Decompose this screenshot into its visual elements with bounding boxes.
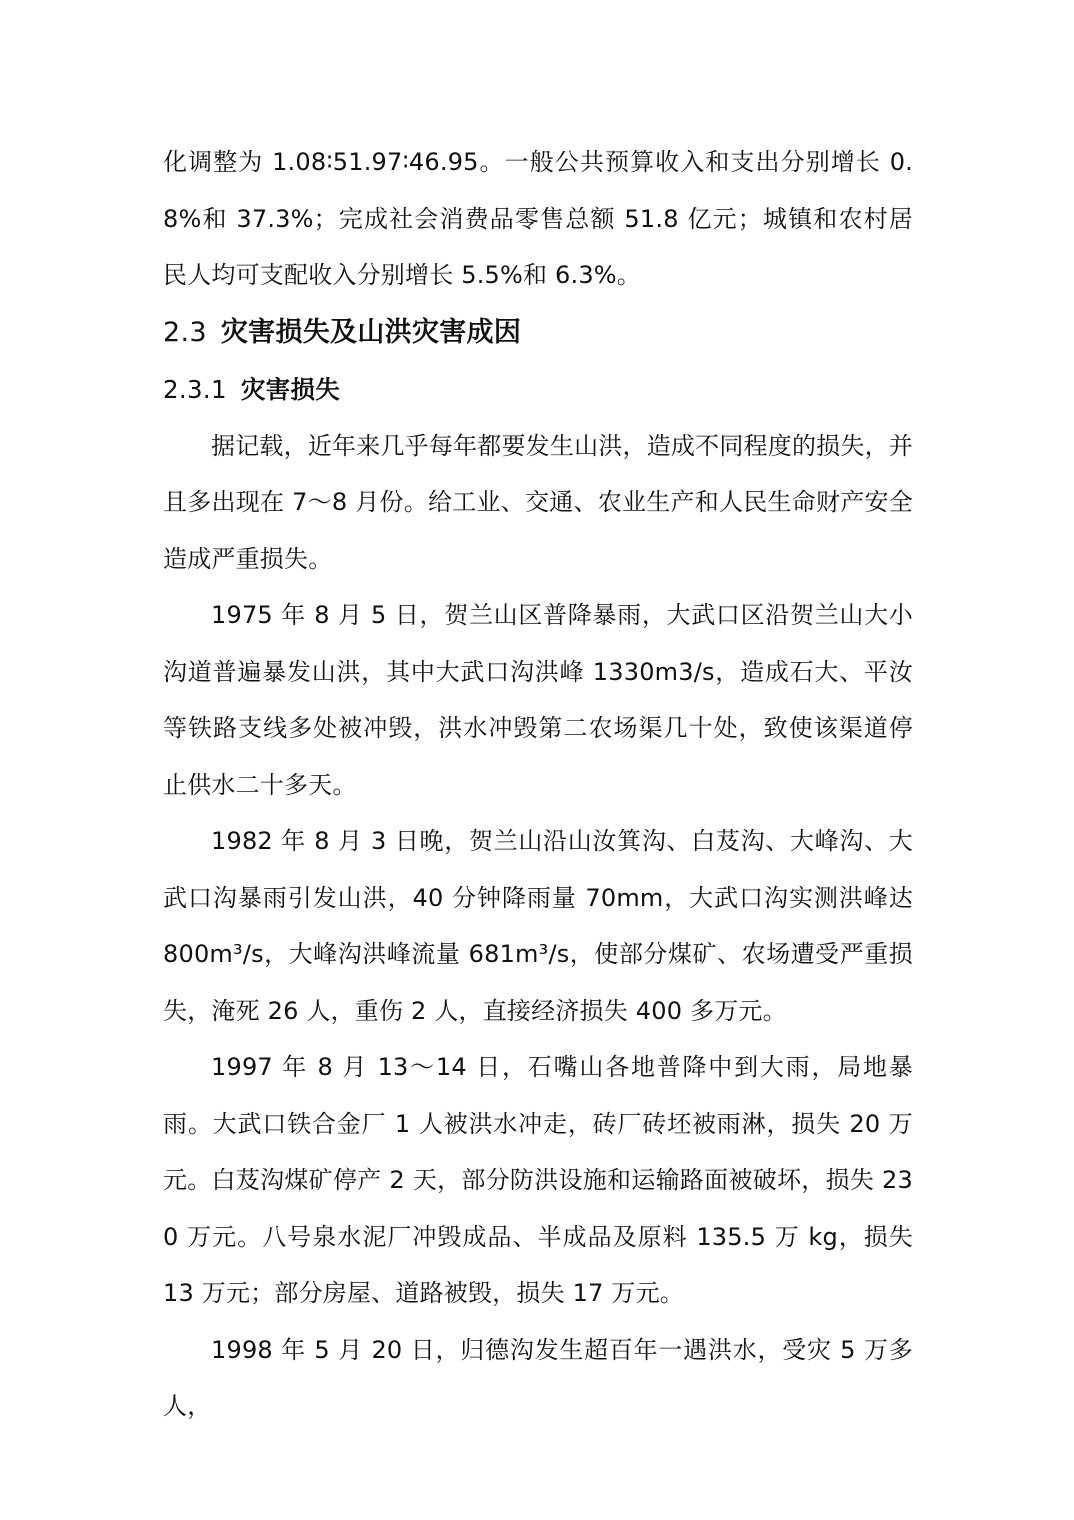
subsection-number: 2.3.1 [163,374,227,404]
paragraph-1982-flood: 1982 年 8 月 3 日晚，贺兰山沿山汝箕沟、白芨沟、大峰沟、大武口沟暴雨引发山洪，40 分钟降雨量 70mm，大武口沟实测洪峰达 800m³/s，大峰沟洪峰流量 681m³/s，使部分煤矿、农场遭受严重损失，淹死 26 人，重伤 2 人，直接经济损失 400 多万元。 [163,827,913,1025]
intro-paragraph: 化调整为 1.08∶51.97∶46.95。一般公共预算收入和支出分别增长 0.8%和 37.3%；完成社会消费品零售总额 51.8 亿元；城镇和农村居民人均可支配收入分别增长 5.5%和 6.3%。 [163,148,913,289]
subsection-title: 灾害损失 [240,374,341,404]
paragraph-1998-flood: 1998 年 5 月 20 日，归德沟发生超百年一遇洪水，受灾 5 万多人， [163,1335,913,1420]
section-number: 2.3 [163,316,207,348]
section-heading-2-3 [163,304,913,362]
paragraph-1975-flood: 1975 年 8 月 5 日，贺兰山区普降暴雨，大武口区沿贺兰山大小沟道普遍暴发山洪，其中大武口沟洪峰 1330m3/s，造成石大、平汝等铁路支线多处被冲毁，洪水冲毁第二农场渠几十处，致使该渠道停止供水二十多天。 [163,601,913,799]
section-title: 灾害损失及山洪灾害成因 [220,316,522,348]
paragraph-records: 据记载，近年来几乎每年都要发生山洪，造成不同程度的损失，并且多出现在 7～8 月份。给工业、交通、农业生产和人民生命财产安全造成严重损失。 [163,431,913,573]
subsection-heading-2-3-1 [163,362,913,418]
page-content [163,134,913,1435]
paragraph-1997-flood: 1997 年 8 月 13～14 日，石嘴山各地普降中到大雨，局地暴雨。大武口铁合金厂 1 人被洪水冲走，砖厂砖坯被雨淋，损失 20 万元。白芨沟煤矿停产 2 天，部分防洪设施和运输路面被破坏，损失 230 万元。八号泉水泥厂冲毁成品、半成品及原料 135.5 万 kg，损失 13 万元；部分房屋、道路被毁，损失 17 万元。 [163,1053,913,1307]
